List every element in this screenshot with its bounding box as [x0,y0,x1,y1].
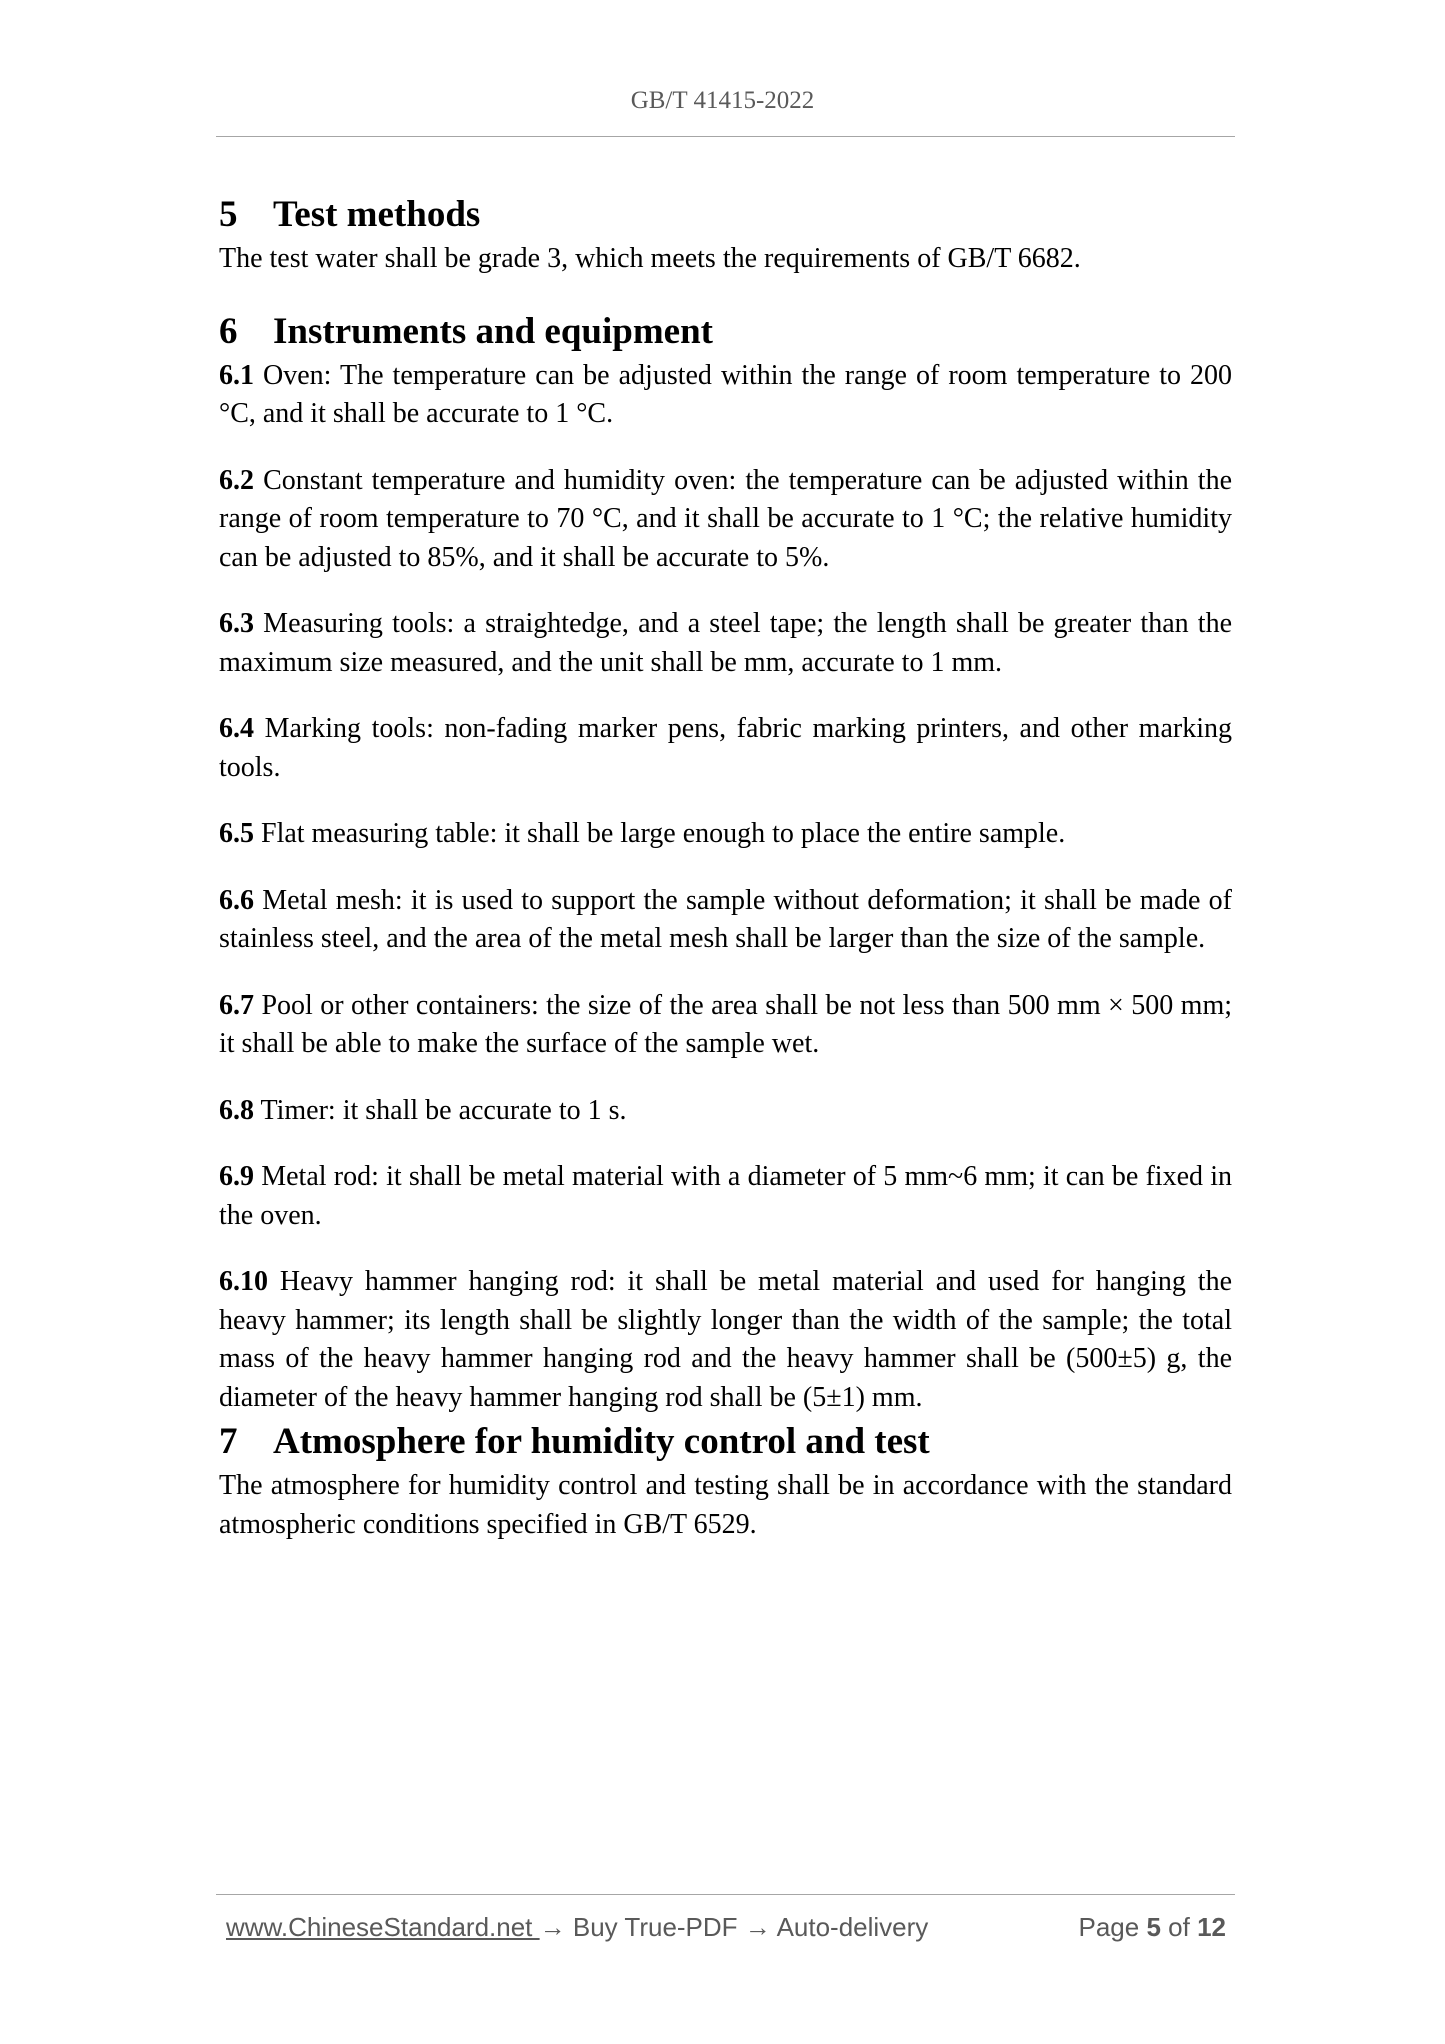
page-label: Page [1078,1912,1140,1942]
page-of-label: of [1168,1912,1190,1942]
section-7-heading [219,1417,1232,1467]
section-title: Test methods [273,194,481,235]
clause-number: 6.10 [219,1266,268,1297]
clause-number: 6.5 [219,818,254,849]
clause-text: Measuring tools: a straightedge, and a steel tape; the length shall be greater than the maximum size measured, and the unit shall be mm, accurate to 1 mm. [219,608,1232,678]
section-5-heading [219,190,1232,240]
clause-6-3 [219,605,1232,682]
clause-6-6 [219,882,1232,959]
document-body [219,190,1232,1544]
document-header: GB/T 41415-2022 [630,87,815,114]
page-total: 12 [1197,1912,1226,1942]
clause-6-4 [219,710,1232,787]
clause-text: Timer: it shall be accurate to 1 s. [260,1094,627,1126]
footer-divider [216,1894,1235,1895]
section-7-text: The atmosphere for humidity control and testing shall be in accordance with the standard atmospheric conditions specified in GB/T 6529. [219,1470,1232,1540]
section-number: 5 [219,194,238,235]
section-number: 6 [219,310,238,352]
clause-text: Flat measuring table: it shall be large enough to place the entire sample. [261,818,1066,849]
clause-6-10 [219,1263,1232,1417]
clause-number: 6.1 [219,359,254,391]
header-divider [216,136,1235,137]
clause-number: 6.2 [219,464,254,496]
clause-text: Marking tools: non-fading marker pens, fabric marking printers, and other marking tools. [219,713,1232,783]
clause-text: Heavy hammer hanging rod: it shall be metal material and used for hanging the heavy hammer; its length shall be slightly longer than the width of the sample; the total mass of the heavy hammer hanging rod and the heavy hammer shall be (500±5) g, the diameter of the heavy hammer hanging rod shall be (5±1) mm. [219,1266,1233,1413]
page-number [1078,1910,1226,1944]
clause-6-5 [219,815,1232,854]
clause-number: 6.3 [219,608,254,639]
section-5-text: The test water shall be grade 3, which meets the requirements of GB/T 6682. [219,243,1081,274]
clause-text: Metal mesh: it is used to support the sample without deformation; it shall be made of stainless steel, and the area of the metal mesh shall be larger than the size of the sample. [219,884,1232,954]
clause-6-7 [219,987,1232,1064]
promo-text: → Buy True-PDF → Auto-delivery [539,1912,929,1942]
clause-text: Oven: The temperature can be adjusted within the range of room temperature to 200 °C, and it shall be accurate to 1 °C. [219,359,1233,429]
page-current: 5 [1146,1912,1161,1942]
website-link[interactable]: www.ChineseStandard.net [226,1912,540,1942]
clause-number: 6.7 [219,989,254,1021]
clause-text: Pool or other containers: the size of the area shall be not less than 500 mm × 500 mm; it shall be able to make the surface of the sample wet. [219,989,1233,1059]
clause-number: 6.4 [219,713,254,744]
section-number: 7 [219,1421,238,1462]
clause-number: 6.6 [219,884,254,916]
section-title: Instruments and equipment [273,310,713,352]
clause-text: Metal rod: it shall be metal material with a diameter of 5 mm~6 mm; it can be fixed in the oven. [219,1161,1233,1231]
clause-6-1 [219,357,1232,434]
clause-6-8 [219,1092,1232,1131]
clause-text: Constant temperature and humidity oven: the temperature can be adjusted within the range of room temperature to 70 °C, and it shall be accurate to 1 °C; the relative humidity can be adjusted to 85%, and it shall be accurate to 5%. [219,464,1232,573]
clause-number: 6.9 [219,1161,254,1192]
clause-number: 6.8 [219,1094,254,1126]
section-6-heading [219,307,1232,357]
section-title: Atmosphere for humidity control and test [273,1421,930,1462]
footer-promo [226,1910,928,1944]
clause-6-9 [219,1158,1232,1235]
clause-6-2 [219,462,1232,578]
